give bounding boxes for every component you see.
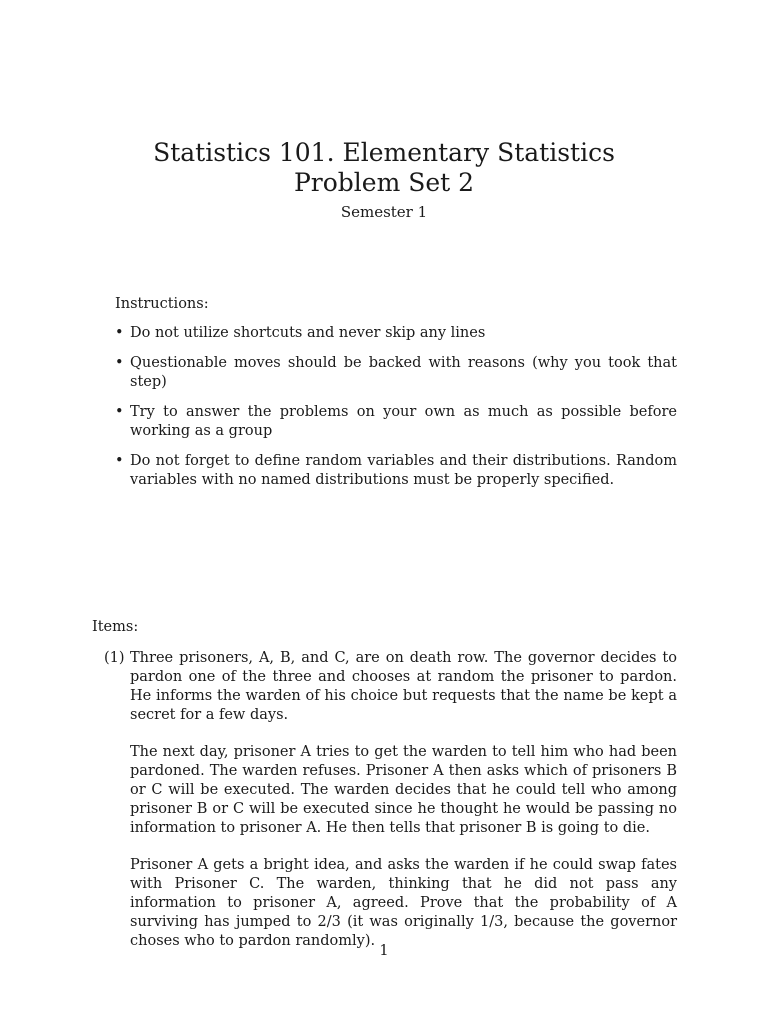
bullet-icon: •	[115, 404, 124, 420]
bullet-icon: •	[115, 355, 124, 371]
instructions-heading: Instructions:	[115, 296, 209, 312]
instruction-text: Do not forget to define random variables and their distributions. Random variables with no named distributions must be properly specified.	[130, 453, 677, 488]
semester-label: Semester 1	[340, 203, 428, 221]
instructions-list	[115, 324, 677, 490]
problem-item	[92, 649, 677, 951]
bullet-icon: •	[115, 453, 124, 469]
instructions-section	[115, 295, 677, 501]
instruction-text: Questionable moves should be backed with reasons (why you took that step)	[130, 355, 677, 390]
document-title: Statistics 101. Elementary Statistics	[153, 138, 615, 167]
instruction-item	[115, 403, 677, 441]
problem-number: (1)	[104, 650, 125, 666]
problem-paragraph: The next day, prisoner A tries to get the warden to tell him who had been pardoned. The warden refuses. Prisoner A then asks which of prisoners B or C will be executed. The warden decides that he could tell who among prisoner B or C will be executed since he thought he would be passing no information to prisoner A. He then tells that prisoner B is going to die.	[130, 744, 677, 836]
items-heading: Items:	[92, 619, 139, 635]
problem-set-title: Problem Set 2	[293, 168, 475, 197]
document-header	[0, 138, 768, 222]
bullet-icon: •	[115, 325, 124, 341]
page-number: 1	[379, 943, 389, 959]
instruction-item	[115, 354, 677, 392]
problem-paragraph: Prisoner A gets a bright idea, and asks the warden if he could swap fates with Prisoner C. The warden, thinking that he did not pass any information to prisoner A, agreed. Prove that the probability of A surviving has jumped to 2/3 (it was originally 1/3, because the governor choses who to pardon randomly).	[130, 857, 677, 949]
instruction-item	[115, 324, 677, 343]
instruction-text: Try to answer the problems on your own as much as possible before working as a group	[130, 404, 677, 439]
instruction-item	[115, 452, 677, 490]
problem-paragraph: Three prisoners, A, B, and C, are on death row. The governor decides to pardon one of the three and chooses at random the prisoner to pardon. He informs the warden of his choice but requests that the name be kept a secret for a few days.	[130, 650, 677, 723]
items-section	[92, 618, 677, 969]
instruction-text: Do not utilize shortcuts and never skip any lines	[130, 325, 486, 341]
